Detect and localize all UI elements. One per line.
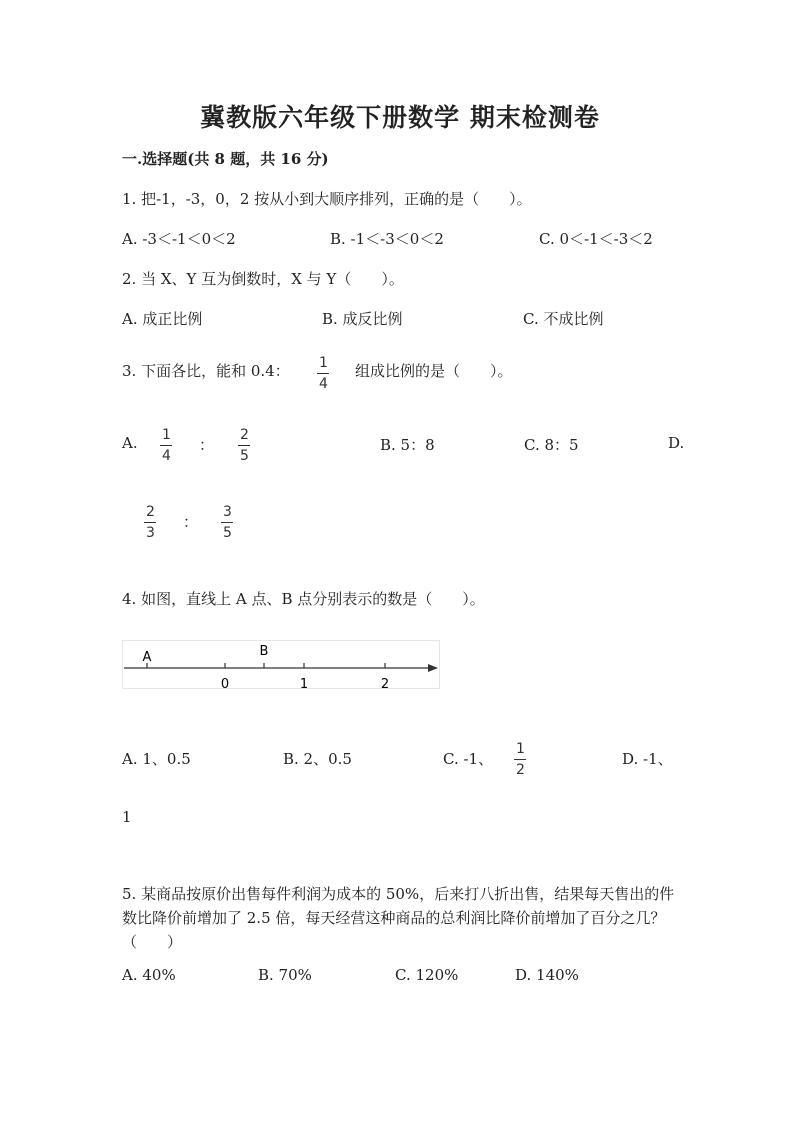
fraction-denominator: 2	[516, 762, 525, 778]
question-5-option-b: B. 70%	[258, 966, 312, 984]
question-2-option-c: C. 不成比例	[523, 310, 604, 328]
question-2-option-a: A. 成正比例	[122, 310, 203, 328]
question-4-option-c: C. -1、	[443, 750, 494, 768]
question-5-stem: 5. 某商品按原价出售每件利润为成本的 50%，后来打八折出售，结果每天售出的件数比降价前增加了 2.5 倍，每天经营这种商品的总利润比降价前增加了百分之几？（ ）	[122, 885, 675, 951]
question-3-option-b: B. 5：8	[380, 436, 435, 454]
question-3-stem: 3. 下面各比，能和 0.4：	[122, 362, 290, 380]
section-header: 一.选择题(共 8 题，共 16 分)	[122, 150, 329, 168]
figure-border	[123, 641, 440, 689]
fraction-numerator: 1	[162, 427, 171, 443]
question-3-stem-end: 组成比例的是（ ）。	[355, 362, 513, 380]
question-1-option-a: A. -3＜-1＜0＜2	[122, 230, 236, 248]
question-3-option-d-colon: ：	[183, 513, 199, 531]
question-4-option-d: D. -1、	[622, 750, 673, 768]
question-5-option-a: A. 40%	[122, 966, 176, 984]
number-line-figure	[122, 640, 442, 692]
question-4-option-b: B. 2、0.5	[283, 750, 352, 768]
question-4-stem: 4. 如图，直线上 A 点、B 点分别表示的数是（ ）。	[122, 590, 485, 608]
fraction-numerator: 1	[516, 741, 525, 757]
number-line-arrow-icon	[428, 664, 438, 672]
number-line-tick-label-1: 1	[299, 677, 309, 692]
question-2-stem: 2. 当 X、Y 互为倒数时，X 与 Y（ ）。	[122, 270, 404, 288]
fraction-numerator: 3	[223, 504, 232, 520]
question-4-option-c-fraction	[514, 742, 527, 777]
question-4-option-a: A. 1、0.5	[122, 750, 191, 768]
fraction-denominator: 5	[240, 448, 249, 464]
fraction-denominator: 3	[146, 525, 155, 541]
question-3-option-a-colon: ：	[199, 436, 215, 454]
fraction-denominator: 4	[319, 376, 328, 392]
question-3-option-c: C. 8：5	[524, 436, 579, 454]
number-line-tick-label-2: 2	[380, 677, 390, 692]
question-5-option-c: C. 120%	[395, 966, 459, 984]
question-3-option-d-fraction-2	[221, 505, 234, 540]
question-3-option-d-fraction-1	[144, 505, 157, 540]
question-1-stem: 1. 把-1，-3，0，2 按从小到大顺序排列，正确的是（ ）。	[122, 190, 532, 208]
question-4-option-d-continued: 1	[122, 808, 132, 826]
question-3-option-a-fraction-1	[160, 428, 173, 463]
question-2-option-b: B. 成反比例	[322, 310, 403, 328]
fraction-numerator: 2	[146, 504, 155, 520]
number-line-label-b: B	[259, 644, 269, 659]
question-3-stem-fraction	[317, 356, 330, 391]
fraction-numerator: 2	[240, 427, 249, 443]
fraction-numerator: 1	[319, 355, 328, 371]
question-1-option-b: B. -1＜-3＜0＜2	[330, 230, 444, 248]
fraction-denominator: 5	[223, 525, 232, 541]
question-3-option-a-fraction-2	[238, 428, 251, 463]
page-title: 冀教版六年级下册数学 期末检测卷	[200, 103, 600, 132]
question-5-option-d: D. 140%	[515, 966, 579, 984]
number-line-label-a: A	[142, 650, 152, 665]
question-1-option-c: C. 0＜-1＜-3＜2	[539, 230, 653, 248]
fraction-denominator: 4	[162, 448, 171, 464]
question-3-option-d-label: D.	[668, 434, 685, 452]
question-3-option-a-label: A.	[122, 434, 138, 452]
number-line-tick-label-0: 0	[220, 677, 230, 692]
